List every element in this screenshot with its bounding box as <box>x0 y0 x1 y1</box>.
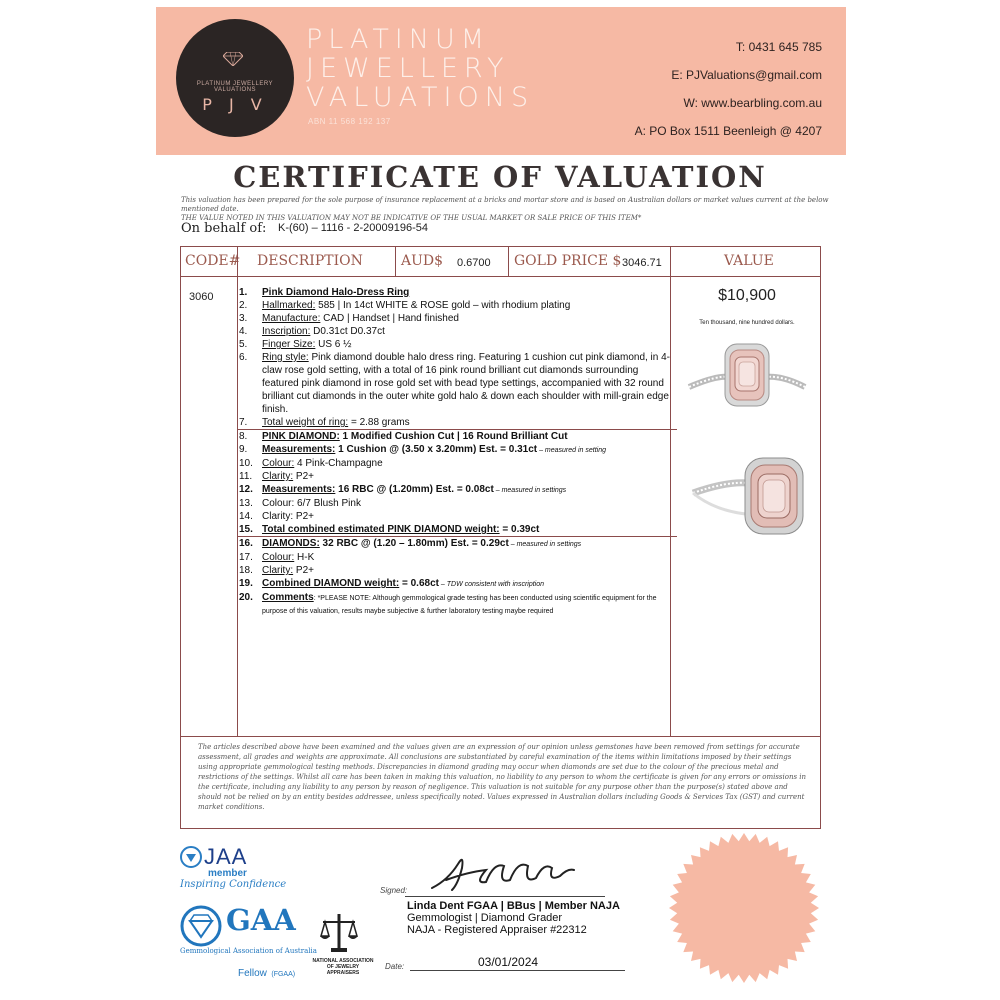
aud-value: 0.6700 <box>457 257 491 269</box>
item-label: Comments <box>262 592 314 603</box>
item-number: 5. <box>239 339 248 350</box>
item-number: 11. <box>239 471 253 482</box>
item-label: Clarity: <box>262 511 294 522</box>
item-number: 10. <box>239 458 253 469</box>
brand-line-1: PLATINUM <box>306 24 491 55</box>
contact-email: E: PJValuations@gmail.com <box>671 68 822 82</box>
item-number: 2. <box>239 300 248 311</box>
item-text: = 0.39ct <box>499 524 540 535</box>
list-item <box>239 443 677 457</box>
item-label: Ring style: <box>262 352 309 363</box>
date-line <box>410 970 625 971</box>
item-text: CAD | Handset | Hand finished <box>320 313 459 324</box>
signer-details <box>407 900 620 936</box>
item-text: P2+ <box>293 511 314 522</box>
item-label: Clarity: <box>262 471 294 482</box>
valuation-disclaimer <box>181 196 831 223</box>
scales-icon <box>319 912 359 954</box>
brand-name <box>306 25 534 112</box>
item-number: 4. <box>239 326 248 337</box>
logo-ring-text: PLATINUM JEWELLERY VALUATIONS <box>196 81 274 93</box>
item-text: Pink diamond double halo dress ring. Featuring 1 cushion cut pink diamond, in 4-claw rose gold setting, with a total of 16 pink round brilliant cut diamonds surrounding featured pink diamond in rose gold set with bead type settings, accompanied with 32 round brilliant cut diamonds in the outer white gold halo & down each shoulder with mill-grain edge finish. <box>262 352 671 415</box>
item-number: 15. <box>239 524 253 535</box>
item-text: H-K <box>294 552 315 563</box>
signature-image <box>428 850 578 896</box>
item-label: Colour: <box>262 458 295 469</box>
signer-role: Gemmologist | Diamond Grader <box>407 912 563 924</box>
item-title: Pink Diamond Halo-Dress Ring <box>262 287 410 298</box>
column-divider <box>508 247 509 276</box>
list-item <box>239 497 677 510</box>
item-code: 3060 <box>189 291 214 303</box>
column-divider <box>395 247 396 276</box>
item-text: 16 RBC @ (1.20mm) Est. = 0.08ct <box>335 484 494 495</box>
gaa-text: GAA <box>226 903 296 937</box>
column-divider <box>237 247 238 737</box>
abn-number: ABN 11 568 192 137 <box>308 117 391 126</box>
list-item <box>239 470 677 483</box>
pjv-logo <box>176 19 294 137</box>
item-number: 17. <box>239 552 253 563</box>
item-text: 4 Pink-Champagne <box>294 458 383 469</box>
brand-line-2: JEWELLERY <box>306 53 510 84</box>
embossed-seal <box>668 832 820 984</box>
item-label: Colour: <box>262 552 295 563</box>
brand-line-3: VALUATIONS <box>306 82 535 113</box>
gold-price-value: 3046.71 <box>622 257 662 269</box>
list-item <box>239 564 677 577</box>
item-text: = 0.68ct <box>399 578 439 589</box>
item-text: P2+ <box>293 471 314 482</box>
list-item <box>239 351 677 416</box>
list-item <box>239 551 677 564</box>
contact-phone: T: 0431 645 785 <box>735 40 822 54</box>
item-number: 14. <box>239 511 253 522</box>
item-note: – measured in setting <box>537 447 607 454</box>
description-list <box>239 286 677 617</box>
signature-line <box>405 896 605 897</box>
item-number: 12. <box>239 484 253 495</box>
diamond-icon <box>223 52 243 66</box>
item-number: 20. <box>239 592 253 603</box>
item-number: 9. <box>239 444 248 455</box>
item-label: Finger Size: <box>262 339 316 350</box>
item-number: 19. <box>239 578 253 589</box>
contact-address: A: PO Box 1511 Beenleigh @ 4207 <box>634 124 822 138</box>
item-text: 6/7 Blush Pink <box>294 498 361 509</box>
item-number: 13. <box>239 498 253 509</box>
ring-photo-top <box>687 339 807 419</box>
item-number: 6. <box>239 352 248 363</box>
item-text: 1 Modified Cushion Cut | 16 Round Brilliant Cut <box>339 431 568 442</box>
item-label: Total combined estimated PINK DIAMOND weight: <box>262 524 500 535</box>
disclaimer-line-1: This valuation has been prepared for the sole purpose of insurance replacement at a bricks and mortar store and is based on Australian dollars or market values current at the below mentioned date. <box>181 196 829 213</box>
header-description: DESCRIPTION <box>257 253 363 269</box>
signer-registration: NAJA - Registered Appraiser #22312 <box>407 924 587 936</box>
contact-web: W: www.bearbling.com.au <box>683 96 822 110</box>
naja-text: NATIONAL ASSOCIATION OF JEWELRY APPRAISERS <box>312 958 374 976</box>
item-number: 16. <box>239 538 253 549</box>
item-number: 1. <box>239 287 248 298</box>
gaa-fullname: Gemmological Association of Australia <box>180 947 317 955</box>
jaa-member: member <box>208 868 247 879</box>
gaa-diamond-icon <box>180 905 222 947</box>
table-divider <box>181 736 820 737</box>
list-item <box>239 286 677 299</box>
item-label: Total weight of ring: <box>262 417 349 428</box>
list-item <box>239 523 677 536</box>
item-note: – measured in settings <box>493 487 567 494</box>
item-label: Colour: <box>262 498 295 509</box>
date-label: Date: <box>385 962 405 971</box>
item-label: DIAMONDS: <box>262 538 320 549</box>
list-item <box>239 338 677 351</box>
logo-initials: P J V <box>202 95 268 114</box>
item-text: US 6 ½ <box>315 339 352 350</box>
valuation-amount-words: Ten thousand, nine hundred dollars. <box>699 320 795 326</box>
signed-label: Signed: <box>380 886 408 895</box>
item-number: 18. <box>239 565 253 576</box>
list-item <box>239 483 677 497</box>
header-code: CODE# <box>185 253 241 269</box>
list-item <box>239 416 677 429</box>
item-label: Measurements: <box>262 444 336 455</box>
item-label: Manufacture: <box>262 313 321 324</box>
item-text: 32 RBC @ (1.20 – 1.80mm) Est. = 0.29ct <box>319 538 509 549</box>
item-text: D0.31ct D0.37ct <box>310 326 385 337</box>
table-header-row <box>181 247 820 277</box>
item-label: Hallmarked: <box>262 300 316 311</box>
jaa-text: JAA <box>204 844 248 869</box>
item-label: Measurements: <box>262 484 336 495</box>
certificate-title: CERTIFICATE OF VALUATION <box>233 160 767 194</box>
date-value: 03/01/2024 <box>478 955 539 969</box>
list-item <box>239 537 677 551</box>
list-item <box>239 430 677 443</box>
list-item <box>239 457 677 470</box>
list-item <box>239 577 677 591</box>
item-note: – measured in settings <box>508 541 582 548</box>
valuation-amount: $10,900 <box>718 287 776 304</box>
gaa-fellow-label: Fellow <box>238 968 267 979</box>
list-item <box>239 299 677 312</box>
behalf-label: On behalf of: <box>181 221 267 236</box>
item-text: 1 Cushion @ (3.50 x 3.20mm) Est. = 0.31ct <box>335 444 538 455</box>
header-gold-price: GOLD PRICE $ <box>514 253 622 269</box>
header-band <box>156 7 846 155</box>
signer-name: Linda Dent FGAA | BBus | Member NAJA <box>407 900 620 912</box>
valuation-table <box>180 246 821 829</box>
terms-note: The articles described above have been examined and the values given are an expression of our opinion unless gemstones have been removed from settings for accurate assessment, all grades and weights are approximate. All conclusions are substantiated by careful examination of the items within limitations imposed by their settings using appropriate gemmological testing methods. Discrepancies in diamond grading may occur when diamonds are set due to the colour of the precious metal and restrictions of the settings. Whilst all care has been taken in making this valuation, no liability to any person to whom the certificate is given for any errors or omissions in the certificate, including any liability to any person by reason of negligence. This valuation is not suitable for any purpose other than the purpose(s) stated above and should not be relied on by an entity besides addressee, unless specifically noted. Values expressed in Australian dollars including Goods & Services Tax (GST) and current market conditions. <box>198 743 807 811</box>
list-item <box>239 325 677 338</box>
behalf-value: K-(60) – 1116 - 2-20009196-54 <box>278 222 429 234</box>
item-number: 7. <box>239 417 248 428</box>
item-text: 585 | In 14ct WHITE & ROSE gold – with rhodium plating <box>315 300 571 311</box>
gaa-fellow-abbr: (FGAA) <box>271 971 296 978</box>
item-label: PINK DIAMOND: <box>262 431 340 442</box>
item-text: : *PLEASE NOTE: Although gemmological grade testing has been conducted using scientific equipment for the purpose of this valuation, results maybe subjective & further laboratory testing maybe required <box>262 595 657 615</box>
header-aud: AUD$ <box>401 253 444 269</box>
list-item <box>239 312 677 325</box>
header-value: VALUE <box>724 253 774 269</box>
item-number: 8. <box>239 431 248 442</box>
list-item <box>239 510 677 523</box>
item-text: = 2.88 grams <box>348 417 410 428</box>
disclaimer-line-2: THE VALUE NOTED IN THIS VALUATION MAY NOT BE INDICATIVE OF THE USUAL MARKET OR SALE PRICE OF THIS ITEM* <box>181 214 642 222</box>
ring-photo-angled <box>687 453 807 541</box>
list-item <box>239 591 677 617</box>
item-label: Inscription: <box>262 326 311 337</box>
item-text: P2+ <box>293 565 314 576</box>
jaa-diamond-icon <box>180 846 202 868</box>
gaa-fellow <box>238 963 295 981</box>
item-label: Combined DIAMOND weight: <box>262 578 400 589</box>
jaa-tagline: Inspiring Confidence <box>180 879 287 890</box>
item-number: 3. <box>239 313 248 324</box>
item-note: – TDW consistent with inscription <box>438 581 545 588</box>
item-label: Clarity: <box>262 565 294 576</box>
